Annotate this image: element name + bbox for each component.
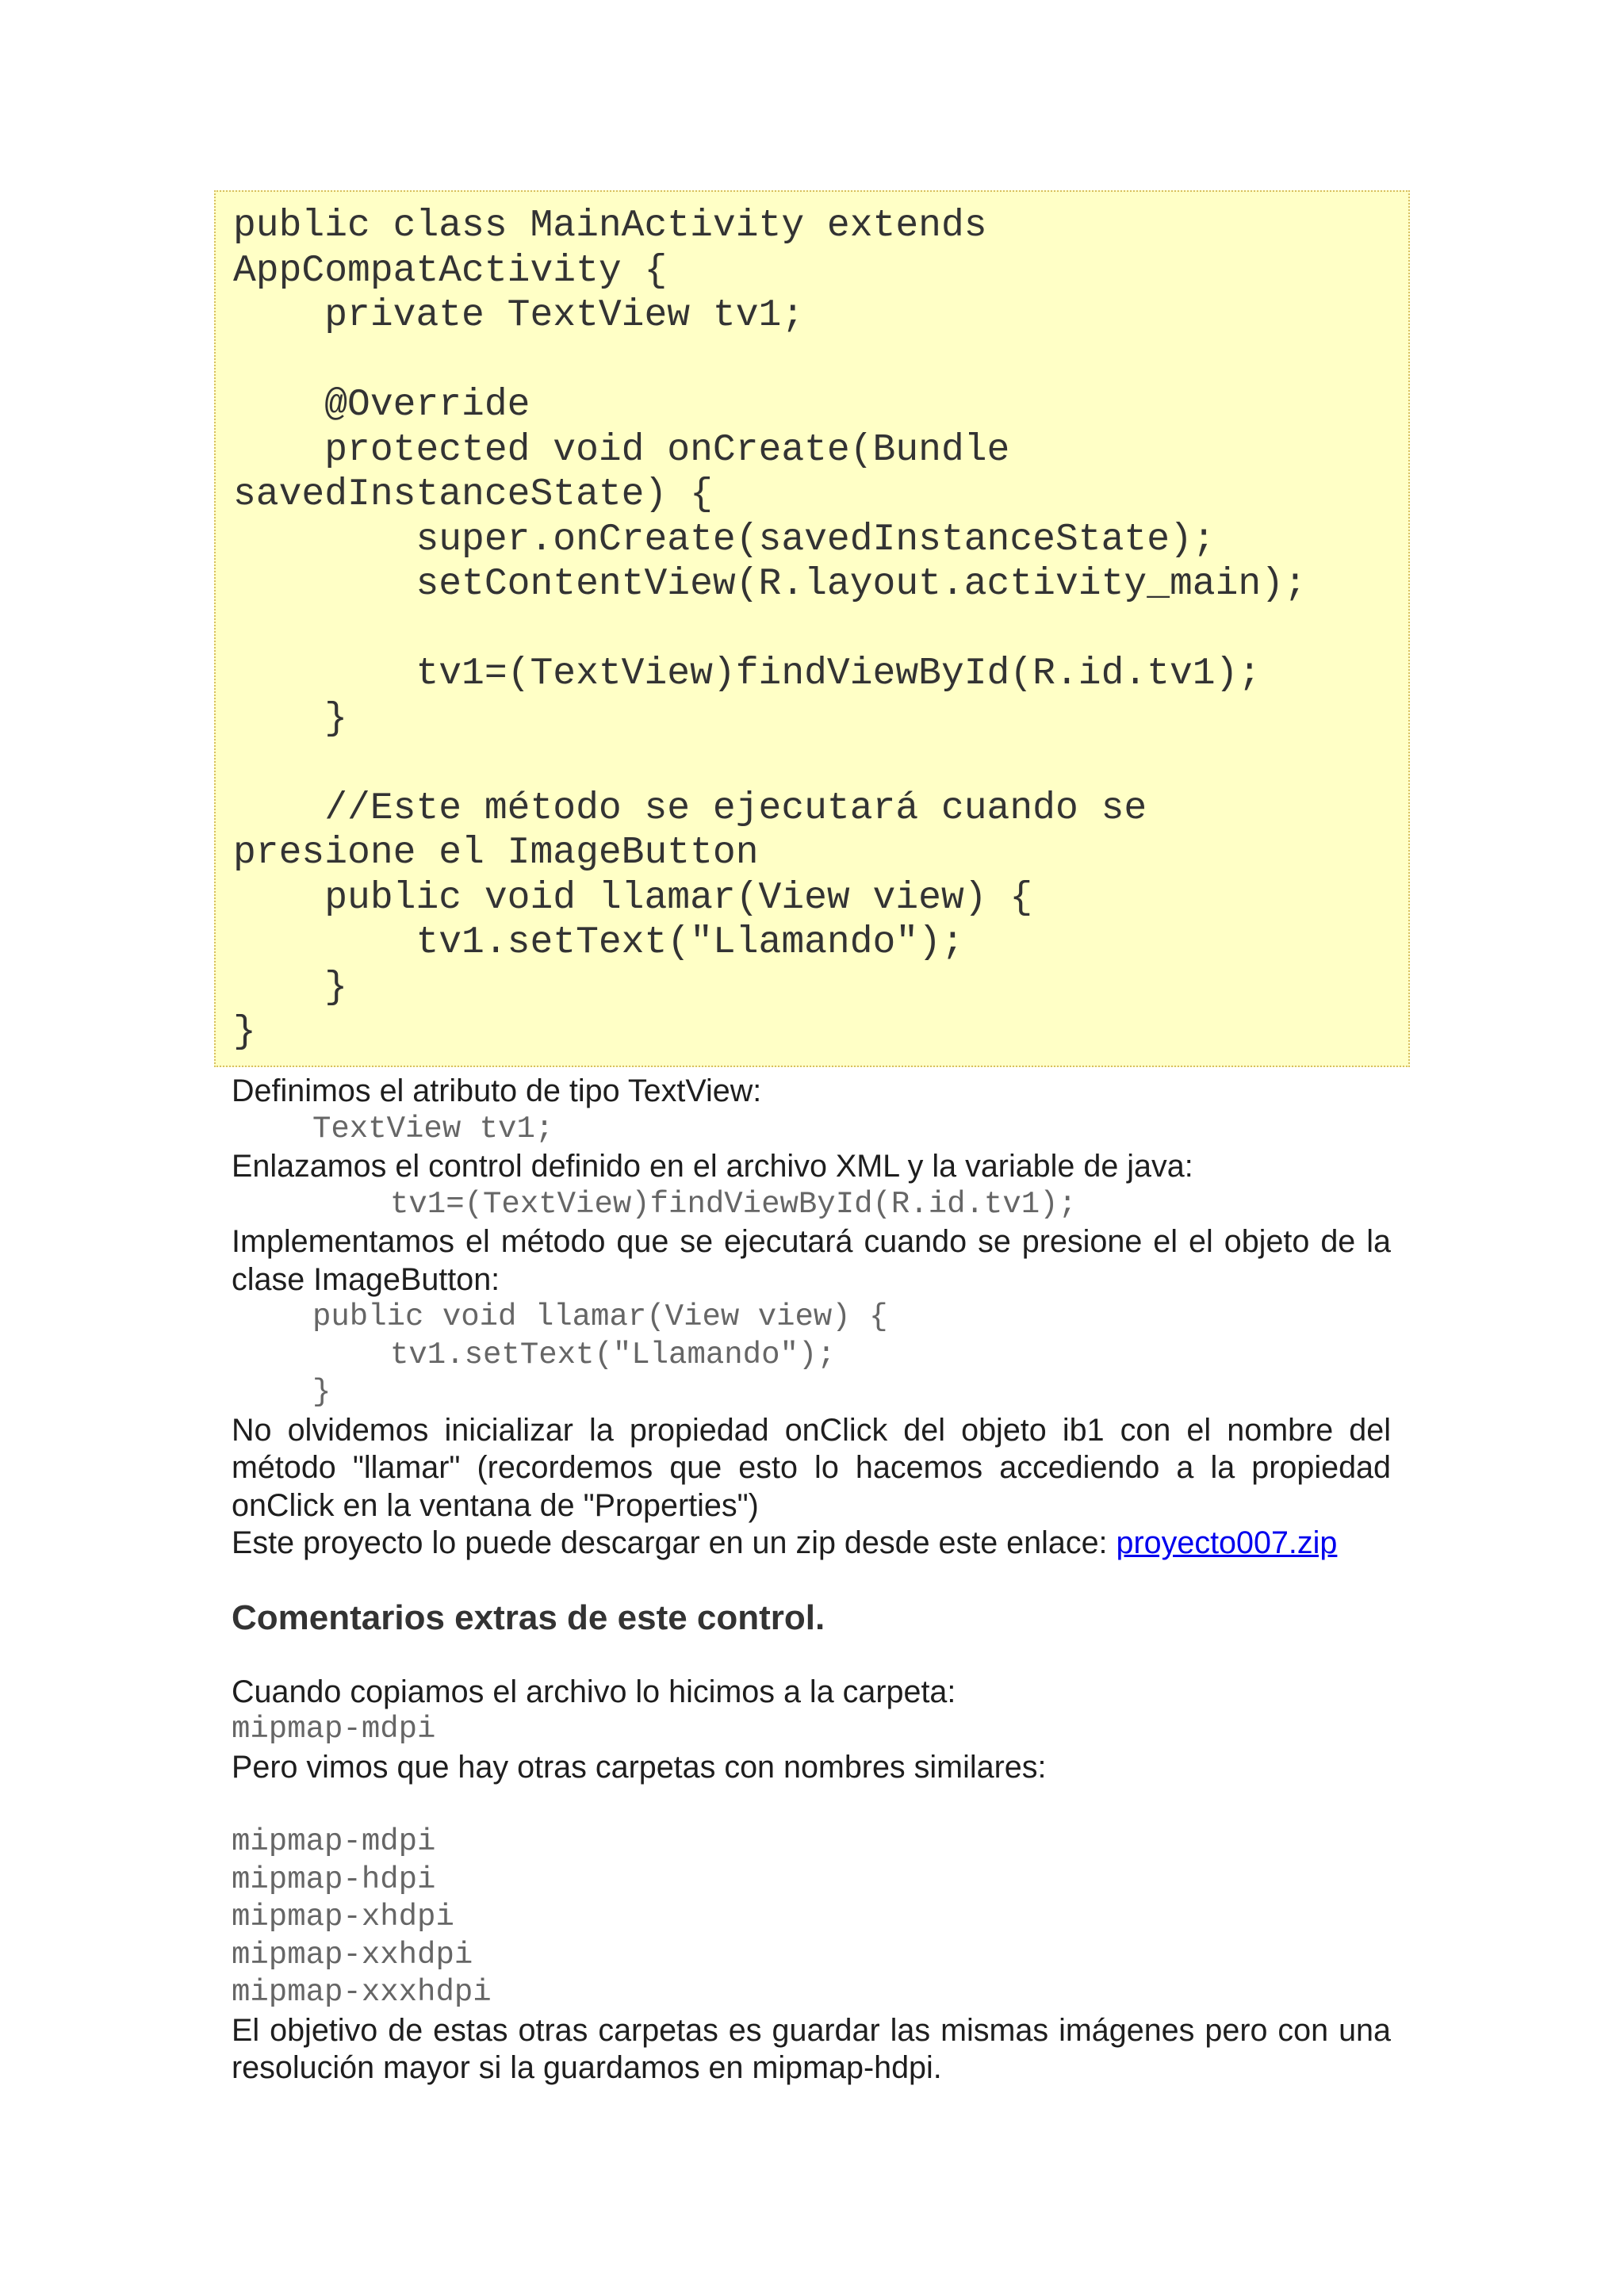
paragraph-define: Definimos el atributo de tipo TextView:: [232, 1073, 762, 1108]
spacer: [232, 1786, 1391, 1823]
code-snippet-link: tv1=(TextView)findViewById(R.id.tv1);: [390, 1186, 1077, 1222]
folder-item: mipmap-xxhdpi: [232, 1937, 473, 1973]
code-line: //Este método se ejecutará cuando se: [233, 786, 1147, 830]
code-line: @Override: [233, 384, 530, 427]
code-line: savedInstanceState) {: [233, 473, 713, 516]
folder-item: mipmap-hdpi: [232, 1862, 436, 1897]
download-text: Este proyecto lo puede descargar en un zip desde este enlace:: [232, 1525, 1116, 1560]
code-line: AppCompatActivity {: [233, 249, 668, 293]
paragraph-onclick: No olvidemos inicializar la propiedad onClick del objeto ib1 con el nombre del método "llamar" (recordemos que esto lo hacemos accediendo a la propiedad onClick en la ventana de "Properties"): [232, 1412, 1391, 1523]
paragraph-copy: Cuando copiamos el archivo lo hicimos a la carpeta:: [232, 1674, 956, 1709]
code-line: protected void onCreate(Bundle: [233, 428, 1010, 472]
code-line: super.onCreate(savedInstanceState);: [233, 518, 1216, 561]
code-snippet-impl-line: }: [312, 1375, 331, 1410]
paragraph-objective: El objetivo de estas otras carpetas es guardar las mismas imágenes pero con una resolución mayor si la guardamos en mipmap-hdpi.: [232, 2012, 1391, 2085]
code-line: }: [233, 1011, 256, 1054]
folder-item: mipmap-xxxhdpi: [232, 1975, 492, 2010]
code-line: }: [233, 697, 348, 740]
paragraph-link: Enlazamos el control definido en el archivo XML y la variable de java:: [232, 1149, 1193, 1184]
code-line: setContentView(R.layout.activity_main);: [233, 563, 1307, 606]
code-snippet-impl-line: public void llamar(View view) {: [312, 1299, 888, 1334]
folder-item: mipmap-xhdpi: [232, 1900, 454, 1934]
folder-item: mipmap-mdpi: [232, 1824, 436, 1859]
code-line: private TextView tv1;: [233, 294, 805, 337]
paragraph-download: [232, 1525, 1391, 1563]
code-line: public class MainActivity extends: [233, 205, 987, 247]
code-text: [233, 204, 1307, 1055]
code-snippet-define: TextView tv1;: [312, 1111, 554, 1146]
code-line: tv1=(TextView)findViewById(R.id.tv1);: [233, 652, 1262, 695]
code-line: presione el ImageButton: [233, 832, 759, 874]
code-snippet-impl-line: tv1.setText("Llamando");: [390, 1337, 836, 1372]
paragraph-implement: Implementamos el método que se ejecutará cuando se presione el el objeto de la clase ImageButton:: [232, 1224, 1391, 1297]
code-block: [214, 190, 1410, 1067]
code-line: public void llamar(View view) {: [233, 876, 1033, 920]
code-line: tv1.setText("Llamando");: [233, 921, 964, 964]
paragraph-similar: Pero vimos que hay otras carpetas con nombres similares:: [232, 1749, 1047, 1785]
section-heading: Comentarios extras de este control.: [232, 1598, 825, 1637]
document-body: [232, 1073, 1391, 2087]
code-snippet-copy: mipmap-mdpi: [232, 1712, 436, 1747]
download-link[interactable]: proyecto007.zip: [1116, 1525, 1338, 1560]
code-line: }: [233, 966, 348, 1009]
